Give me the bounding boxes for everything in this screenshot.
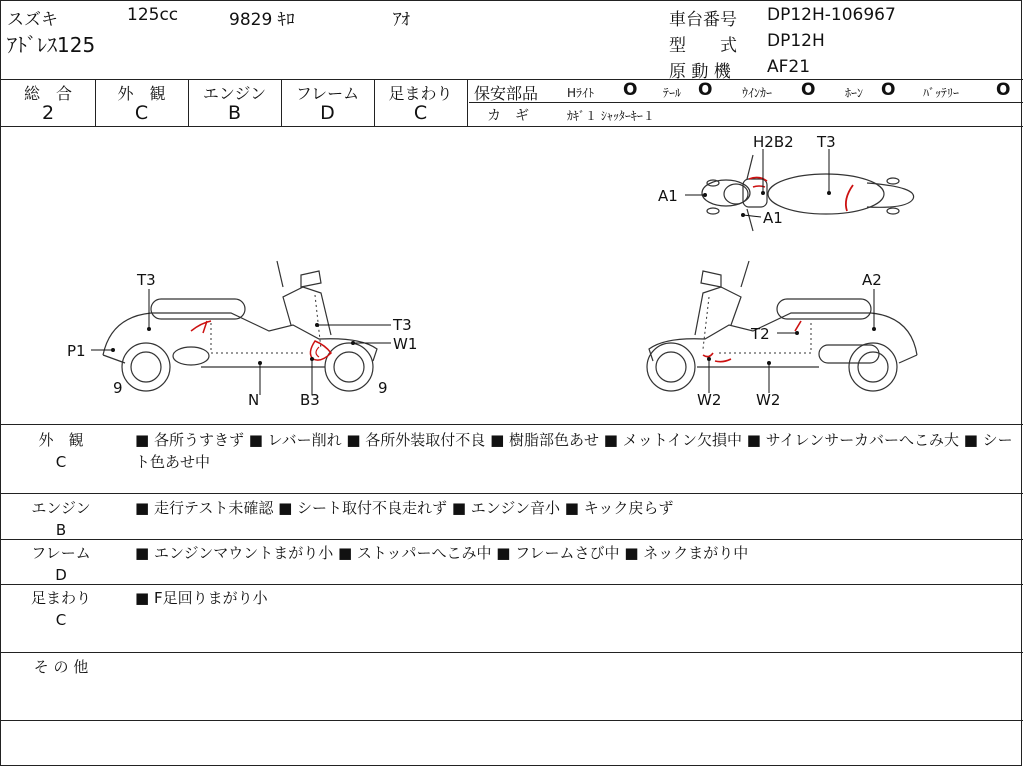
label-t2: T2 xyxy=(751,325,770,343)
left-view-leaders xyxy=(91,289,391,395)
divider xyxy=(469,102,1023,103)
mileage: 9829 ｷﾛ xyxy=(229,10,295,30)
winker-label: ｳｲﾝｶｰ xyxy=(742,86,773,100)
damage-diagram xyxy=(1,127,1023,423)
detail-engine-grade: B xyxy=(55,521,67,539)
label-a1-left: A1 xyxy=(658,187,678,205)
detail-exterior-text: ■ 各所うすきず ■ レバー削れ ■ 各所外装取付不良 ■ 樹脂部色あせ ■ メットイン欠損中 ■ サイレンサーカバーへこみ大 ■ シート色あせ中 xyxy=(135,431,1013,471)
divider xyxy=(1,539,1023,540)
model-name: ｱﾄﾞﾚｽ125 xyxy=(7,33,96,57)
divider xyxy=(1,424,1023,425)
body-color: ｱｵ xyxy=(393,10,410,30)
horn-label: ﾎｰﾝ xyxy=(845,86,864,100)
displacement: 125cc xyxy=(127,5,179,25)
label-a1-bottom: A1 xyxy=(763,209,783,227)
score-overall-label: 総 合 xyxy=(23,84,72,103)
detail-frame-text: ■ エンジンマウントまがり小 ■ ストッパーへこみ中 ■ フレームさび中 ■ ネックまがり中 xyxy=(135,544,749,562)
label-t3-front: T3 xyxy=(393,316,412,334)
label-w2-mid: W2 xyxy=(756,391,781,409)
label-9-left: 9 xyxy=(113,379,123,397)
divider xyxy=(467,79,468,126)
scooter-top-view xyxy=(702,155,914,231)
detail-exterior-label: 外 観 xyxy=(38,431,84,449)
frame-no-label: 車台番号 xyxy=(669,10,737,30)
maker: スズキ xyxy=(7,10,58,30)
key-label: カ ギ xyxy=(487,108,529,124)
safety-label: 保安部品 xyxy=(474,84,539,103)
damage-mark xyxy=(846,185,853,211)
right-view-leaders xyxy=(709,289,874,393)
winker-ok-mark: O xyxy=(801,80,816,100)
headlight-label: Hﾗｲﾄ xyxy=(567,86,595,100)
detail-engine-text: ■ 走行テスト未確認 ■ シート取付不良走れず ■ エンジン音小 ■ キック戻らず xyxy=(135,499,674,517)
engine-type: AF21 xyxy=(767,57,811,77)
detail-other-label: そ の 他 xyxy=(33,658,89,676)
tail-ok-mark: O xyxy=(698,80,713,100)
label-b3: B3 xyxy=(300,391,320,409)
label-9-right: 9 xyxy=(378,379,388,397)
label-t3-top: T3 xyxy=(817,133,836,151)
score-exterior-label: 外 観 xyxy=(117,84,166,103)
score-overall-value: 2 xyxy=(41,102,55,124)
divider xyxy=(1,584,1023,585)
label-t3-seat: T3 xyxy=(137,271,156,289)
label-n: N xyxy=(248,391,260,409)
battery-label: ﾊﾞｯﾃﾘｰ xyxy=(923,86,960,100)
tail-label: ﾃｰﾙ xyxy=(663,86,682,100)
detail-suspension-label: 足まわり xyxy=(30,589,91,607)
score-engine-value: B xyxy=(227,102,242,124)
detail-frame-label: フレーム xyxy=(31,544,91,562)
model-type: DP12H xyxy=(767,31,825,51)
score-exterior-value: C xyxy=(134,102,149,124)
detail-frame-grade: D xyxy=(55,566,67,584)
score-engine-label: エンジン xyxy=(202,84,267,103)
damage-mark xyxy=(310,341,331,360)
engine-type-label: 原 動 機 xyxy=(669,62,731,82)
damage-mark xyxy=(191,321,211,333)
score-frame-value: D xyxy=(320,102,335,124)
score-suspension-label: 足まわり xyxy=(388,84,453,103)
detail-suspension-grade: C xyxy=(55,611,67,629)
divider xyxy=(1,493,1023,494)
label-h2b2: H2B2 xyxy=(753,133,794,151)
key-value: ｶｷﾞ１ ｼｬｯﾀｰｷｰ１ xyxy=(567,109,655,123)
damage-mark xyxy=(703,353,731,362)
label-p1: P1 xyxy=(67,342,86,360)
frame-no: DP12H-106967 xyxy=(767,5,896,25)
detail-suspension-text: ■ F足回りまがり小 xyxy=(135,589,268,607)
label-w2-front: W2 xyxy=(697,391,722,409)
damage-mark xyxy=(795,321,801,331)
headlight-ok-mark: O xyxy=(623,80,638,100)
divider xyxy=(1,79,1023,80)
score-frame-label: フレーム xyxy=(295,84,360,103)
detail-exterior-grade: C xyxy=(55,453,67,471)
divider xyxy=(1,652,1023,653)
score-suspension-value: C xyxy=(413,102,428,124)
divider xyxy=(1,720,1023,721)
label-a2: A2 xyxy=(862,271,882,289)
horn-ok-mark: O xyxy=(881,80,896,100)
battery-ok-mark: O xyxy=(996,80,1011,100)
detail-engine-label: エンジン xyxy=(31,499,91,517)
model-type-label: 型 式 xyxy=(669,36,737,56)
label-w1: W1 xyxy=(393,335,418,353)
